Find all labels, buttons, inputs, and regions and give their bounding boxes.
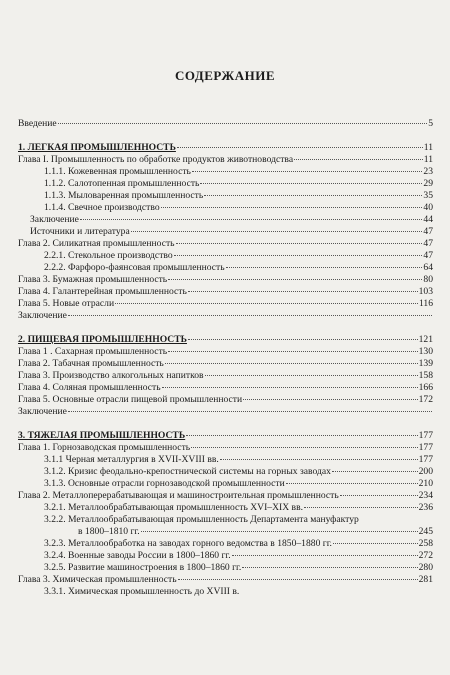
toc-page-number: 272 [418,550,433,561]
toc-row [18,358,433,370]
toc-section-row [18,142,433,154]
toc-section-row [18,334,433,346]
toc-leader-dots [294,159,423,160]
toc-entry-title: 3.1.2. Кризис феодально-крепостнической системы на горных заводах [44,466,331,477]
toc-row [18,574,433,586]
toc-leader-dots [191,447,417,448]
toc-leader-dots [176,243,423,244]
toc-page-number: 47 [423,226,433,237]
toc-entry-title: Глава 5. Новые отрасли [18,298,115,309]
toc-entry-title: Заключение [18,310,67,321]
toc-page-number: 35 [423,190,433,201]
toc-page-number: 210 [418,478,433,489]
toc-leader-dots [68,411,432,412]
toc-page-number: 245 [418,526,433,537]
toc-entry-title: Глава 2. Силикатная промышленность [18,238,175,249]
toc-leader-dots [200,183,422,184]
toc-entry-title: Источники и литература [30,226,130,237]
toc-row [18,298,433,310]
toc-entry-title: Введение [18,118,57,129]
toc-row [18,466,433,478]
toc-leader-dots [188,291,418,292]
toc-leader-dots [178,579,418,580]
toc-row [18,490,433,502]
toc-row [18,118,433,130]
toc-row [18,586,433,598]
toc-page-number: 80 [423,274,433,285]
toc-row [18,178,433,190]
toc-leader-dots [286,483,418,484]
toc-page-number: 64 [423,262,433,273]
toc-page-number: 116 [418,298,433,309]
toc-leader-dots [243,399,417,400]
toc-leader-dots [80,219,422,220]
toc-row [18,262,433,274]
toc-entry-title: 2.2.2. Фарфоро-фаянсовая промышленность [44,262,225,273]
toc-entry-title: 3. ТЯЖЕЛАЯ ПРОМЫШЛЕННОСТЬ [18,430,186,441]
toc-row [18,562,433,574]
toc-page-number: 158 [418,370,433,381]
toc-leader-dots [168,351,417,352]
toc-leader-dots [168,279,422,280]
toc-page-number: 11 [423,142,433,153]
toc-leader-dots [188,339,418,340]
toc-entry-title: Глава I. Промышленность по обработке продуктов животноводства [18,154,294,165]
toc-page-number: 281 [418,574,433,585]
page-title: СОДЕРЖАНИЕ [174,68,276,83]
toc-entry-title: Глава 2. Металлоперерабатывающая и машиностроительная промышленность [18,490,339,501]
toc-entry-title: Заключение [18,406,67,417]
toc-row [18,454,433,466]
toc-page-number: 5 [428,118,433,129]
toc-entry-title: 2. ПИЩЕВАЯ ПРОМЫШЛЕННОСТЬ [18,334,187,345]
toc-leader-dots [204,195,422,196]
toc-entry-title: 2.2.1. Стекольное производство [44,250,173,261]
toc-row [18,238,433,250]
table-of-contents [18,118,433,598]
toc-row [18,310,433,322]
toc-row [18,442,433,454]
toc-row [18,214,433,226]
section-gap [18,322,433,334]
toc-entry-title: 1. ЛЕГКАЯ ПРОМЫШЛЕННОСТЬ [18,142,176,153]
toc-page-number: 40 [423,202,433,213]
toc-row [18,502,433,514]
toc-row [18,154,433,166]
toc-page-number: 47 [423,238,433,249]
toc-page-number: 103 [418,286,433,297]
toc-entry-title: Заключение [30,214,79,225]
toc-entry-title: 3.1.3. Основные отрасли горнозаводской промышленности [44,478,285,489]
toc-page-number: 177 [418,454,433,465]
toc-entry-title: в 1800–1810 гг. [78,526,140,537]
toc-entry-title: Глава 3. Бумажная промышленность [18,274,168,285]
toc-entry-title: 3.3.1. Химическая промышленность до XVIII в. [44,586,240,597]
toc-page-number: 166 [418,382,433,393]
toc-leader-dots [220,459,418,460]
toc-row [18,382,433,394]
toc-entry-title: 1.1.2. Салотопенная промышленность [44,178,200,189]
toc-entry-title: Глава 4. Галантерейная промышленность [18,286,187,297]
toc-section-row [18,430,433,442]
toc-page-number: 44 [423,214,433,225]
toc-entry-title: Глава 4. Соляная промышленность [18,382,161,393]
toc-page-number: 130 [418,346,433,357]
toc-leader-dots [141,531,418,532]
toc-entry-title: 1.1.3. Мыловаренная промышленность [44,190,204,201]
toc-page-number: 121 [418,334,433,345]
toc-leader-dots [68,315,432,316]
toc-leader-dots [205,375,418,376]
toc-leader-dots [340,495,418,496]
toc-leader-dots [242,567,417,568]
toc-leader-dots [226,267,423,268]
toc-row [18,346,433,358]
toc-leader-dots [174,255,423,256]
toc-row [18,166,433,178]
toc-entry-title: Глава 1 . Сахарная промышленность [18,346,168,357]
toc-row [18,190,433,202]
toc-leader-dots [304,507,418,508]
toc-row [18,478,433,490]
toc-entry-title: 3.2.2. Металлообрабатывающая промышленность Департамента мануфактур [44,514,359,525]
toc-row [18,286,433,298]
toc-entry-title: 3.2.5. Развитие машиностроения в 1800–1860 гг. [44,562,242,573]
toc-page-number: 11 [423,154,433,165]
toc-entry-title: 3.1.1 Черная металлургия в XVII-XVIII вв. [44,454,219,465]
toc-leader-dots [177,147,423,148]
toc-page-number: 236 [418,502,433,513]
toc-entry-title: 3.2.1. Металлообрабатывающая промышленность XVI–XIX вв. [44,502,303,513]
section-gap [18,130,433,142]
toc-row [18,250,433,262]
toc-row [18,394,433,406]
toc-entry-title: Глава 3. Производство алкогольных напитков [18,370,204,381]
toc-row [18,406,433,418]
toc-page-number: 200 [418,466,433,477]
toc-entry-title: 1.1.1. Кожевенная промышленность [44,166,191,177]
toc-row [18,550,433,562]
toc-row [18,274,433,286]
toc-leader-dots [186,435,417,436]
toc-leader-dots [161,207,423,208]
toc-row [18,514,433,526]
toc-entry-title: 3.2.3. Металлообработка на заводах горного ведомства в 1850–1880 гг. [44,538,332,549]
toc-row [18,370,433,382]
toc-entry-title: Глава 5. Основные отрасли пищевой промышленности [18,394,243,405]
toc-entry-title: Глава 3. Химическая промышленность [18,574,177,585]
toc-leader-dots [58,123,428,124]
toc-page-number: 234 [418,490,433,501]
toc-row [18,526,433,538]
toc-page-number: 280 [418,562,433,573]
toc-entry-title: Глава 2. Табачная промышленность [18,358,164,369]
toc-page-number: 29 [423,178,433,189]
toc-row [18,226,433,238]
toc-page-number: 258 [418,538,433,549]
toc-leader-dots [232,555,418,556]
toc-page-number: 23 [423,166,433,177]
toc-leader-dots [115,303,418,304]
toc-page-number: 172 [418,394,433,405]
toc-row [18,538,433,550]
toc-row [18,202,433,214]
toc-leader-dots [333,543,418,544]
toc-page-number: 177 [418,430,433,441]
toc-page-number: 177 [418,442,433,453]
toc-leader-dots [165,363,418,364]
section-gap [18,418,433,430]
toc-leader-dots [192,171,422,172]
toc-entry-title: 3.2.4. Военные заводы России в 1800–1860 гг. [44,550,231,561]
toc-leader-dots [131,231,423,232]
toc-entry-title: 1.1.4. Свечное производство [44,202,160,213]
toc-entry-title: Глава 1. Горнозаводская промышленность [18,442,191,453]
toc-leader-dots [162,387,418,388]
toc-page-number: 139 [418,358,433,369]
toc-page-number: 47 [423,250,433,261]
toc-leader-dots [332,471,418,472]
